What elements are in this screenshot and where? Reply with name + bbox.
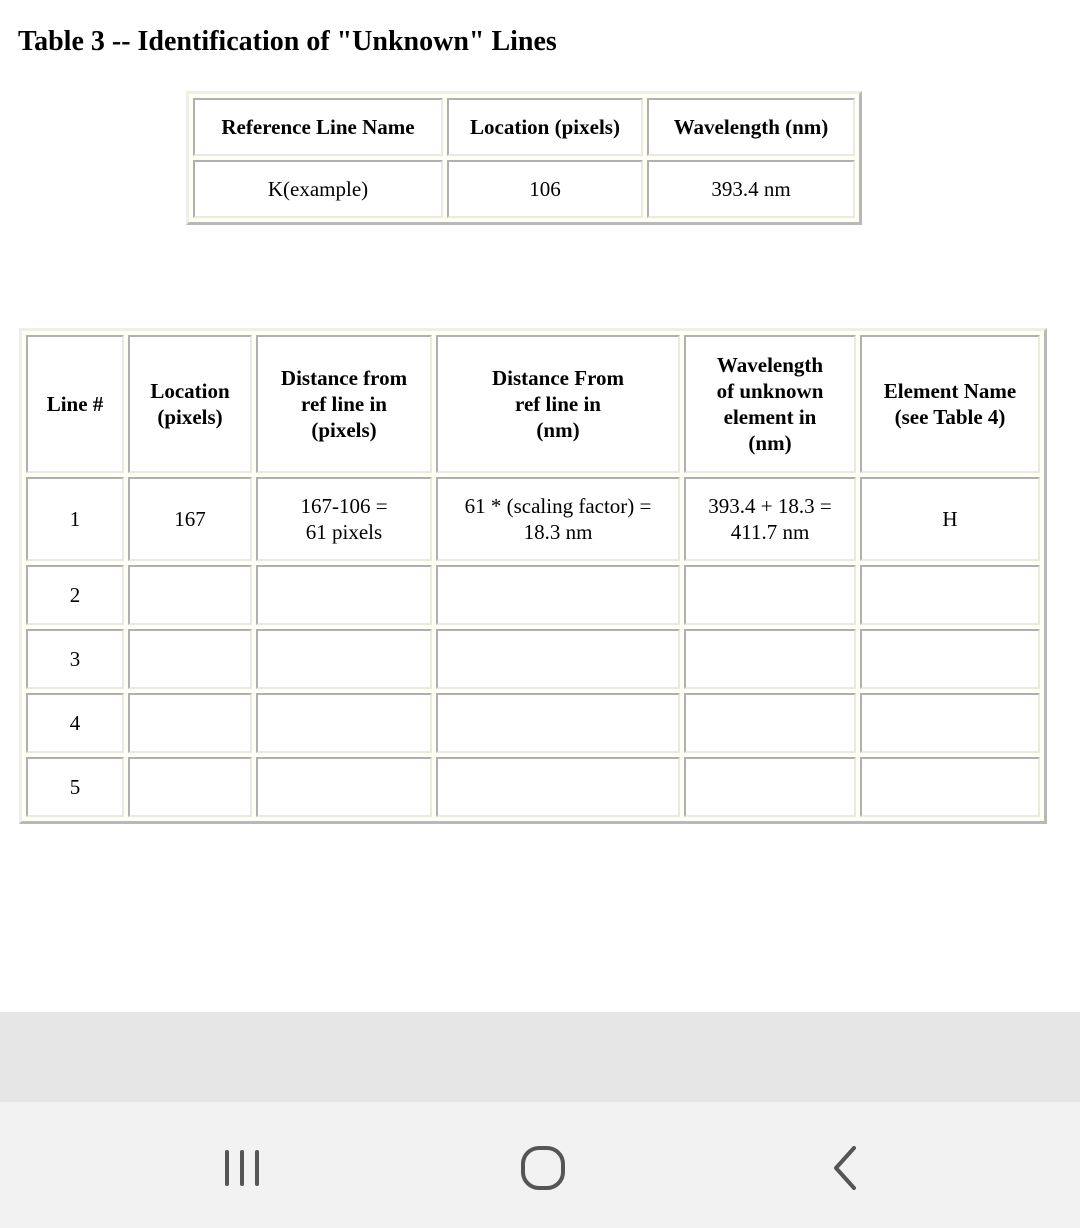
header-line-number (26, 335, 124, 473)
cell-line-number: 2 (26, 565, 124, 625)
cell-location (128, 693, 252, 753)
cell-element-name: H (860, 477, 1040, 561)
header-line: Wavelength (716, 353, 824, 377)
ref-cell-wavelength: 393.4 nm (647, 160, 855, 218)
cell-wavelength (684, 757, 856, 817)
header-line: Element Name (883, 379, 1017, 403)
cell-distance-nm (436, 565, 680, 625)
header-line: Distance from (280, 366, 408, 390)
ref-header-wavelength: Wavelength (nm) (647, 98, 855, 156)
table-row (26, 757, 1040, 817)
header-line: (pixels) (311, 418, 377, 442)
ref-header-name: Reference Line Name (193, 98, 443, 156)
table-row (26, 693, 1040, 753)
table-row (26, 629, 1040, 689)
cell-element-name (860, 629, 1040, 689)
cell-line-number: 4 (26, 693, 124, 753)
cell-wavelength (684, 693, 856, 753)
cell-line-number: 5 (26, 757, 124, 817)
cell-line: 167-106 = (300, 494, 388, 518)
recent-apps-icon[interactable] (216, 1142, 268, 1194)
header-wavelength (684, 335, 856, 473)
unknown-lines-table (19, 328, 1047, 824)
cell-distance-nm (436, 757, 680, 817)
header-distance-nm (436, 335, 680, 473)
header-element-name (860, 335, 1040, 473)
header-line: Location (150, 379, 230, 403)
browser-bottom-bar (0, 1012, 1080, 1102)
cell-element-name (860, 757, 1040, 817)
cell-line: 61 * (scaling factor) = (464, 494, 652, 518)
cell-line-number: 3 (26, 629, 124, 689)
back-icon[interactable] (820, 1142, 872, 1194)
cell-line-number: 1 (26, 477, 124, 561)
cell-element-name (860, 693, 1040, 753)
cell-line: 18.3 nm (523, 520, 593, 544)
cell-line: 61 pixels (305, 520, 383, 544)
cell-location: 167 (128, 477, 252, 561)
header-line: ref line in (301, 392, 387, 416)
home-icon[interactable] (517, 1142, 569, 1194)
header-line: element in (723, 405, 817, 429)
header-location (128, 335, 252, 473)
header-line: (see Table 4) (894, 405, 1006, 429)
cell-wavelength (684, 565, 856, 625)
ref-header-location: Location (pixels) (447, 98, 643, 156)
cell-location (128, 565, 252, 625)
page-title: Table 3 -- Identification of "Unknown" Lines (18, 26, 557, 57)
cell-location (128, 629, 252, 689)
ref-cell-location: 106 (447, 160, 643, 218)
reference-table (186, 91, 862, 225)
cell-wavelength (684, 629, 856, 689)
cell-distance-pixels (256, 565, 432, 625)
header-line: ref line in (515, 392, 601, 416)
table-row (26, 477, 1040, 561)
header-line: (pixels) (157, 405, 223, 429)
cell-distance-pixels (256, 757, 432, 817)
cell-distance-pixels (256, 629, 432, 689)
header-line: (nm) (536, 418, 580, 442)
cell-distance-pixels (256, 477, 432, 561)
header-distance-pixels (256, 335, 432, 473)
cell-distance-nm (436, 477, 680, 561)
header-line: Distance From (492, 366, 624, 390)
cell-line: 393.4 + 18.3 = (708, 494, 832, 518)
cell-wavelength (684, 477, 856, 561)
header-line: of unknown (716, 379, 824, 403)
cell-distance-nm (436, 693, 680, 753)
cell-line: 411.7 nm (730, 520, 810, 544)
cell-location (128, 757, 252, 817)
ref-cell-name: K(example) (193, 160, 443, 218)
table-row (26, 565, 1040, 625)
header-text: Line # (46, 392, 104, 416)
cell-distance-nm (436, 629, 680, 689)
header-line: (nm) (748, 431, 792, 455)
cell-element-name (860, 565, 1040, 625)
cell-distance-pixels (256, 693, 432, 753)
system-navigation-bar (0, 1102, 1080, 1228)
